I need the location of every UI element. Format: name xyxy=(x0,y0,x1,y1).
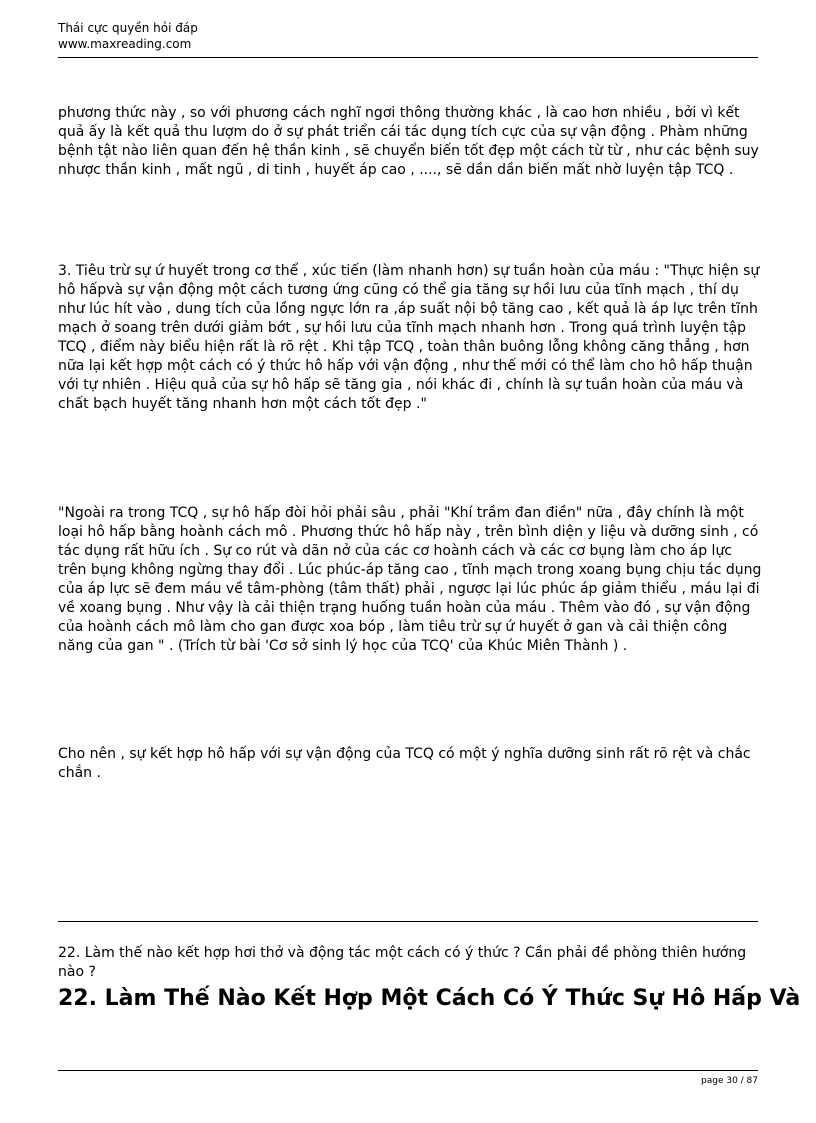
paragraph-1: phương thức này , so với phương cách nghĩ ngơi thông thường khác , là cao hơn nhiều , bởi vì kết quả ấy là kết quả thu lượm do ở sự phát triển cái tác dụng tích cực của sự vận động . Phàm những bệnh tật nào liên quan đến hệ thần kinh , sẽ chuyển biến tốt đẹp một cách từ từ , như các bệnh suy nhược thần kinh , mất ngũ , di tinh , huyết áp cao , ...., sẽ dần dần biến mất nhờ luyện tập TCQ . xyxy=(58,105,759,178)
page-number: page 30 / 87 xyxy=(701,1076,758,1086)
page-header xyxy=(58,20,198,52)
question-text: 22. Làm thế nào kết hợp hơi thở và động tác một cách có ý thức ? Cần phải đề phòng thiên hướng nào ? xyxy=(58,945,747,980)
header-rule xyxy=(58,57,758,58)
section-rule xyxy=(58,921,758,922)
paragraph-3: "Ngoài ra trong TCQ , sự hô hấp đòi hỏi phải sâu , phải "Khí trầm đan điền" nữa , đây chính là một loại hô hấp bằng hoành cách mô . Phương thức hô hấp này , trên bình diện y liệu và dưỡng sinh , có tác dụng rất hữu ích . Sự co rút và dãn nở của các cơ hoành cách và các cơ bụng làm cho áp lực trên bụng không ngừng thay đổi . Lúc phúc-áp tăng cao , tĩnh mạch trong xoang bụng chịu tác dụng của áp lực sẽ đem máu về tâm-phòng (tâm thất) phải , ngược lại lúc phúc áp giảm thiểu , máu lại đi về xoang bụng . Như vậy là cải thiện trạng huống tuần hoàn của máu . Thêm vào đó , sự vận động của hoành cách mô làm cho gan được xoa bóp , làm tiêu trừ sự ứ huyết ở gan và cải thiện công năng của gan " . (Trích từ bài 'Cơ sở sinh lý học của TCQ' của Khúc Miên Thành ) . xyxy=(58,505,762,654)
source-url: www.maxreading.com xyxy=(58,37,192,51)
paragraph-2: 3. Tiêu trừ sự ứ huyết trong cơ thể , xúc tiến (làm nhanh hơn) sự tuần hoàn của máu : "Thực hiện sự hô hấpvà sự vận động một cách tương ứng cũng có thể gia tăng sự hồi lưu của tĩnh mạch , thí dụ như lúc hít vào , dung tích của lồng ngực lớn ra ,áp suất nội bộ tăng cao , kết quả là áp lực trên tĩnh mạch ở soang trên dưới giảm bớt , sự hồi lưu của tĩnh mạch nhanh hơn . Trong quá trình luyện tập TCQ , điểm này biểu hiện rất là rõ rệt . Khi tập TCQ , toàn thân buông lỗng không căng thẳng , hơn nữa lại kết hợp một cách có ý thức hô hấp với vận động , như thế mới có thể làm cho hô hấp thuận với tự nhiên . Hiệu quả của sự hô hấp sẽ tăng gia , nói khác đi , chính là sự tuần hoàn của máu và chất bạch huyết tăng nhanh hơn một cách tốt đẹp ." xyxy=(58,263,760,412)
footer-rule xyxy=(58,1070,758,1071)
document-title: Thái cực quyền hỏi đáp xyxy=(58,21,198,35)
paragraph-4: Cho nên , sự kết hợp hô hấp với sự vận động của TCQ có một ý nghĩa dưỡng sinh rất rõ rệt và chắc chắn . xyxy=(58,746,751,781)
section-heading: 22. Làm Thế Nào Kết Hợp Một Cách Có Ý Thức Sự Hô Hấp Và xyxy=(58,986,801,1011)
